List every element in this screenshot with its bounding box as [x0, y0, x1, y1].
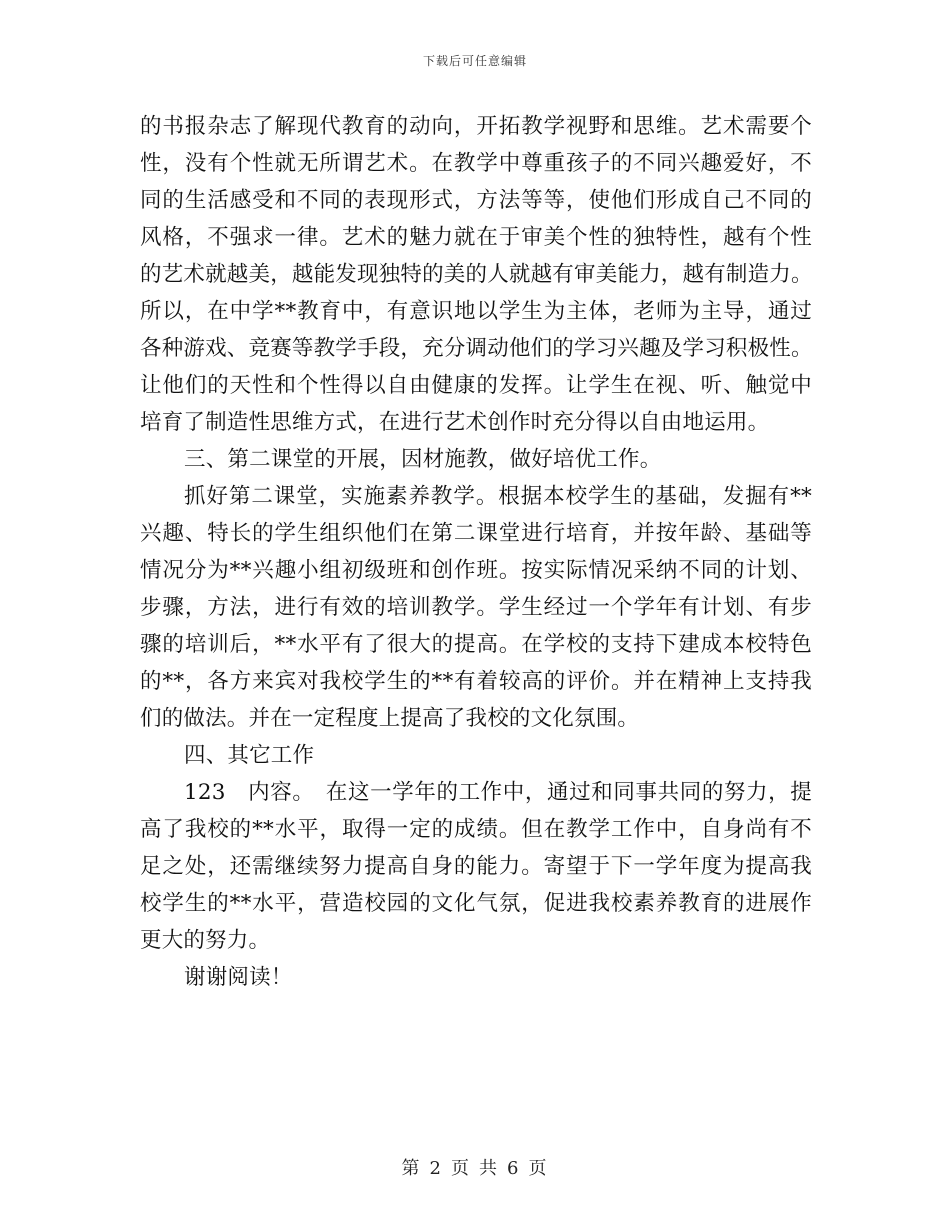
paragraph-line: 培育了制造性思维方式，在进行艺术创作时充分得以自由地运用。	[140, 410, 770, 435]
page-label-suffix: 页	[528, 1158, 549, 1179]
paragraph-line: 风格，不强求一律。艺术的魅力就在于审美个性的独特性，越有个性	[140, 225, 812, 250]
paragraph-line: 性，没有个性就无所谓艺术。在教学中尊重孩子的不同兴趣爱好，不	[140, 151, 812, 176]
paragraph-line: 同的生活感受和不同的表现形式，方法等等，使他们形成自己不同的	[140, 188, 812, 213]
closing-line: 谢谢阅读！	[184, 965, 293, 990]
paragraph-line: 高了我校的**水平，取得一定的成绩。但在教学工作中，自身尚有不	[140, 817, 812, 842]
page-header: 下载后可任意编辑	[422, 54, 527, 68]
current-page-number: 2	[429, 1158, 443, 1179]
paragraph-line: 足之处，还需继续努力提高自身的能力。寄望于下一学年度为提高我	[140, 854, 812, 879]
page-footer	[0, 1154, 950, 1180]
paragraph-line: 步骤，方法，进行有效的培训教学。学生经过一个学年有计划、有步	[140, 595, 812, 620]
paragraph-line: 骤的培训后，**水平有了很大的提高。在学校的支持下建成本校特色	[140, 632, 812, 657]
paragraph-line: 123 内容。 在这一学年的工作中，通过和同事共同的努力，提	[184, 780, 812, 805]
total-pages-number: 6	[507, 1158, 521, 1179]
paragraph-line: 抓好第二课堂，实施素养教学。根据本校学生的基础，发掘有**	[184, 484, 812, 509]
paragraph-line: 的**，各方来宾对我校学生的**有着较高的评价。并在精神上支持我	[140, 669, 812, 694]
paragraph-line: 的书报杂志了解现代教育的动向，开拓教学视野和思维。艺术需要个	[140, 114, 812, 139]
paragraph-line: 让他们的天性和个性得以自由健康的发挥。让学生在视、听、触觉中	[140, 373, 812, 398]
section-heading: 四、其它工作	[184, 743, 315, 768]
paragraph-line: 更大的努力。	[140, 928, 271, 953]
document-body	[140, 108, 812, 996]
page-label: 页	[451, 1158, 471, 1179]
section-heading: 三、第二课堂的开展，因材施教，做好培优工作。	[184, 447, 662, 472]
paragraph-line: 各种游戏、竞赛等教学手段，充分调动他们的学习兴趣及学习积极性。	[140, 336, 813, 361]
paragraph-line: 校学生的**水平，营造校园的文化气氛，促进我校素养教育的进展作	[140, 891, 812, 916]
paragraph-line: 所以，在中学**教育中，有意识地以学生为主体，老师为主导，通过	[140, 299, 812, 324]
total-label: 共	[479, 1158, 499, 1179]
paragraph-line: 的艺术就越美，越能发现独特的美的人就越有审美能力，越有制造力。	[140, 262, 813, 287]
paragraph-line: 兴趣、特长的学生组织他们在第二课堂进行培育，并按年龄、基础等	[140, 521, 812, 546]
paragraph-line: 们的做法。并在一定程度上提高了我校的文化氛围。	[140, 706, 640, 731]
paragraph-line: 情况分为**兴趣小组初级班和创作班。按实际情况采纳不同的计划、	[140, 558, 812, 583]
page-label-prefix: 第	[401, 1158, 422, 1179]
